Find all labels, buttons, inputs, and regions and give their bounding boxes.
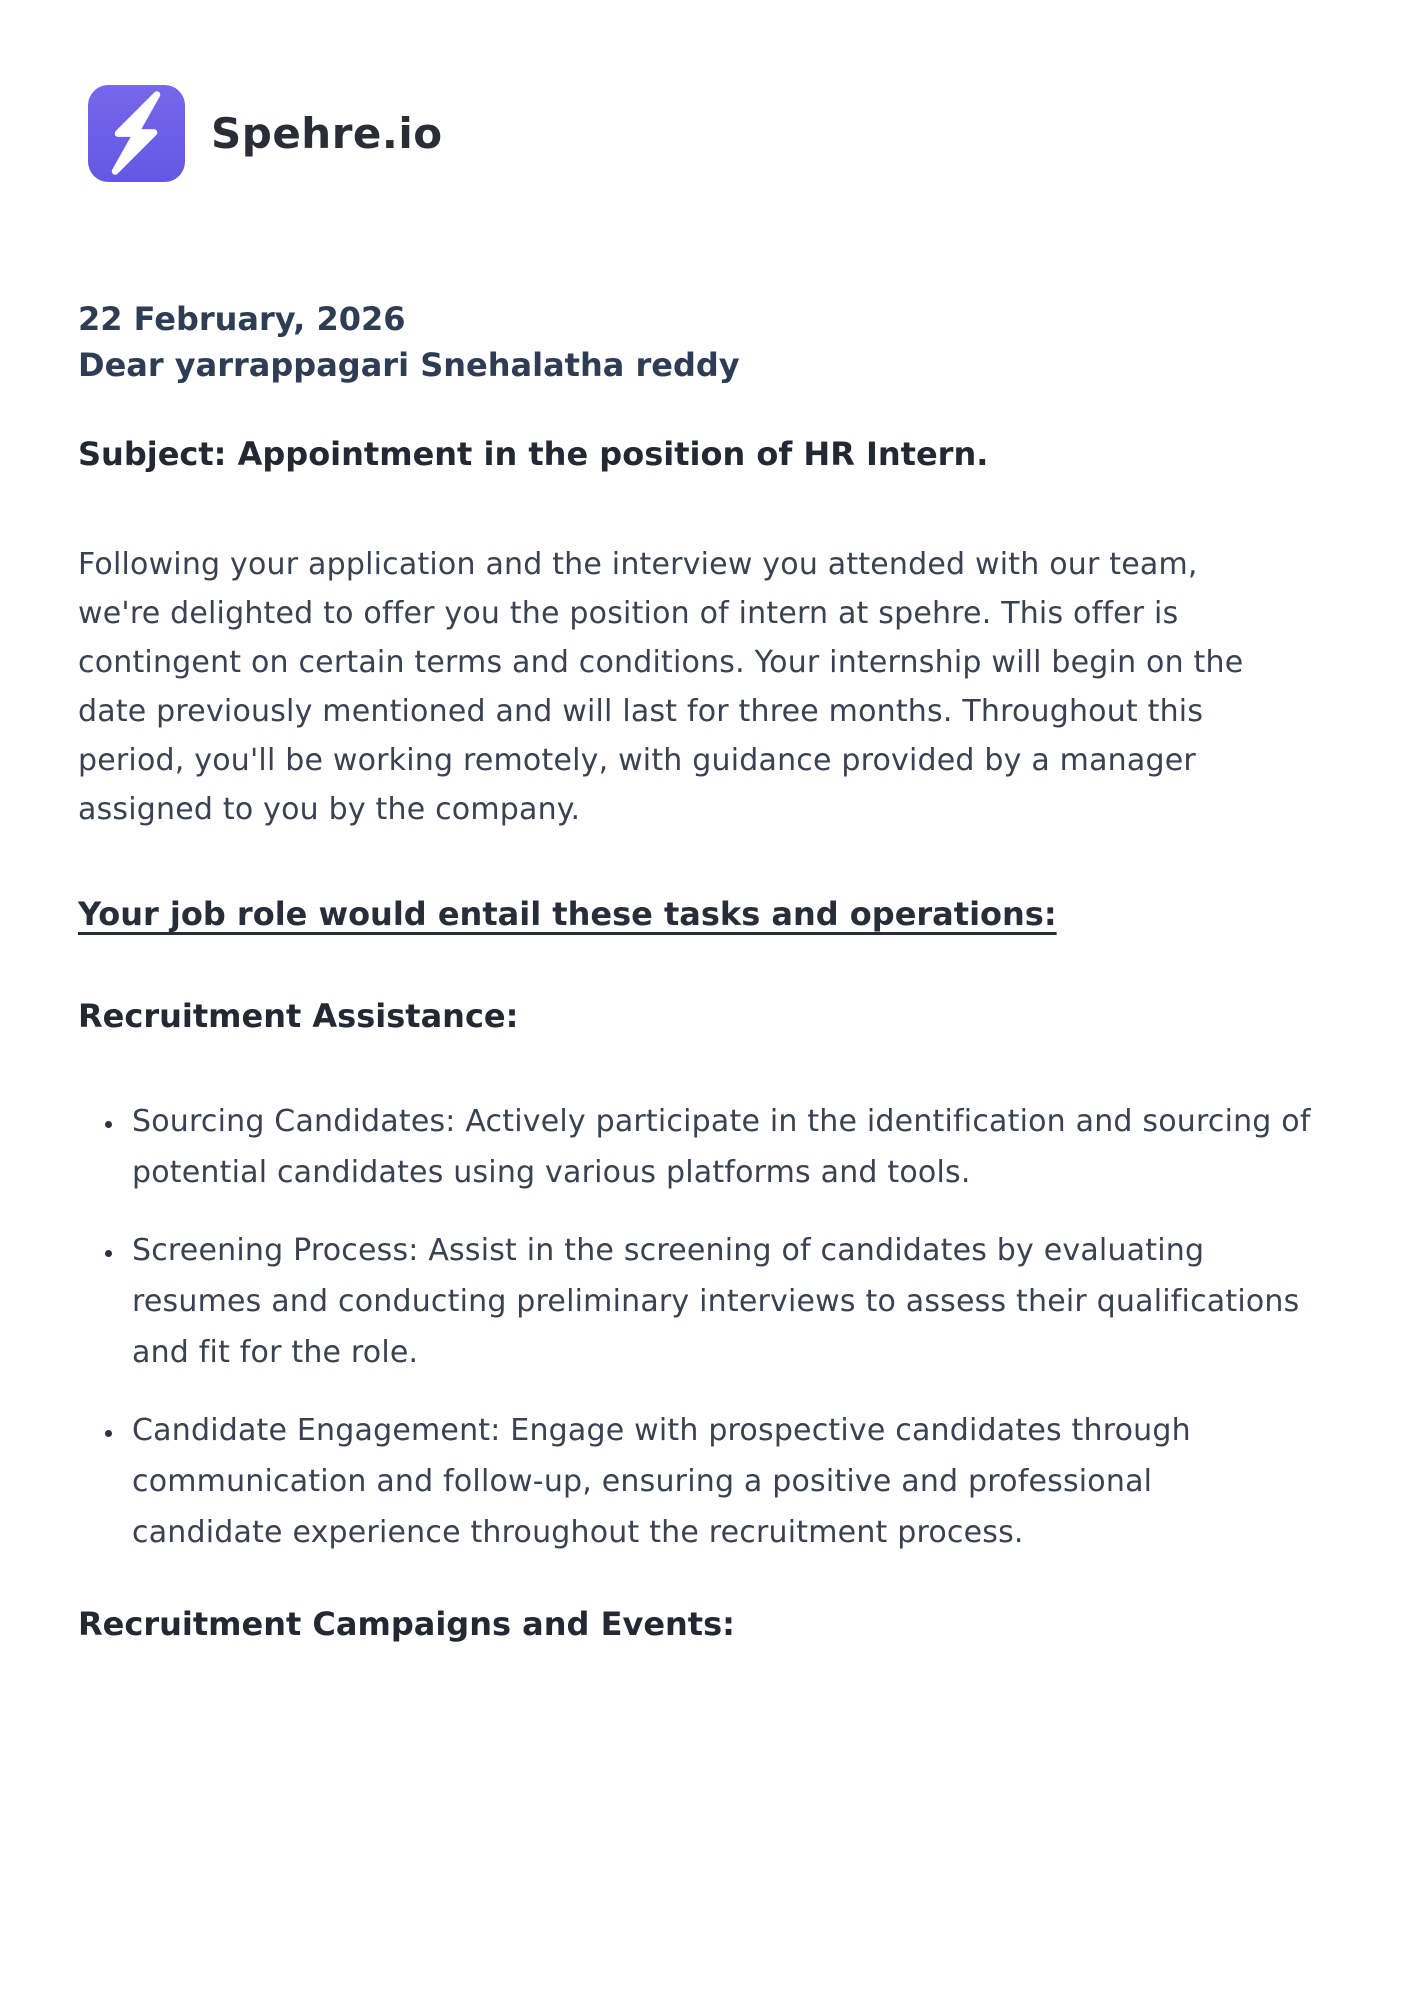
brand-name: Spehre.io — [211, 109, 443, 158]
intro-paragraph: Following your application and the interview you attended with our team, we're delighted to offer you the position of intern at spehre. This offer is contingent on certain terms and conditions. Your internship will begin on the date previously mentioned and will last for three months. Throughout this period, you'll be working remotely, with guidance provided by a manager assigned to you by the company. — [78, 547, 1244, 827]
tasks-heading: Your job role would entail these tasks and operations: — [78, 895, 1057, 933]
letter-date: 22 February, 2026 — [78, 300, 406, 338]
spehre-logo-icon — [88, 85, 185, 182]
brand-header — [88, 0, 1334, 182]
letter-salutation: Dear yarrappagari Snehalatha reddy — [78, 346, 740, 384]
bullet-sourcing-candidates: • Sourcing Candidates: Actively participate in the identification and sourcing of potential candidates using various platforms and tools. — [126, 1096, 1311, 1198]
bullet-candidate-engagement: • Candidate Engagement: Engage with prospective candidates through communication and follow-up, ensuring a positive and professional candidate experience throughout the recruitment process. — [126, 1405, 1311, 1558]
letter-subject: Subject: Appointment in the position of HR Intern. — [78, 435, 989, 473]
section-title-recruitment-assistance: Recruitment Assistance: — [78, 997, 519, 1035]
section-title-recruitment-campaigns: Recruitment Campaigns and Events: — [78, 1605, 735, 1643]
date-block — [78, 296, 1334, 388]
bullet-screening-process: • Screening Process: Assist in the screening of candidates by evaluating resumes and conducting preliminary interviews to assess their qualifications and fit for the role. — [126, 1225, 1311, 1378]
recruitment-assistance-list — [78, 1096, 1311, 1558]
